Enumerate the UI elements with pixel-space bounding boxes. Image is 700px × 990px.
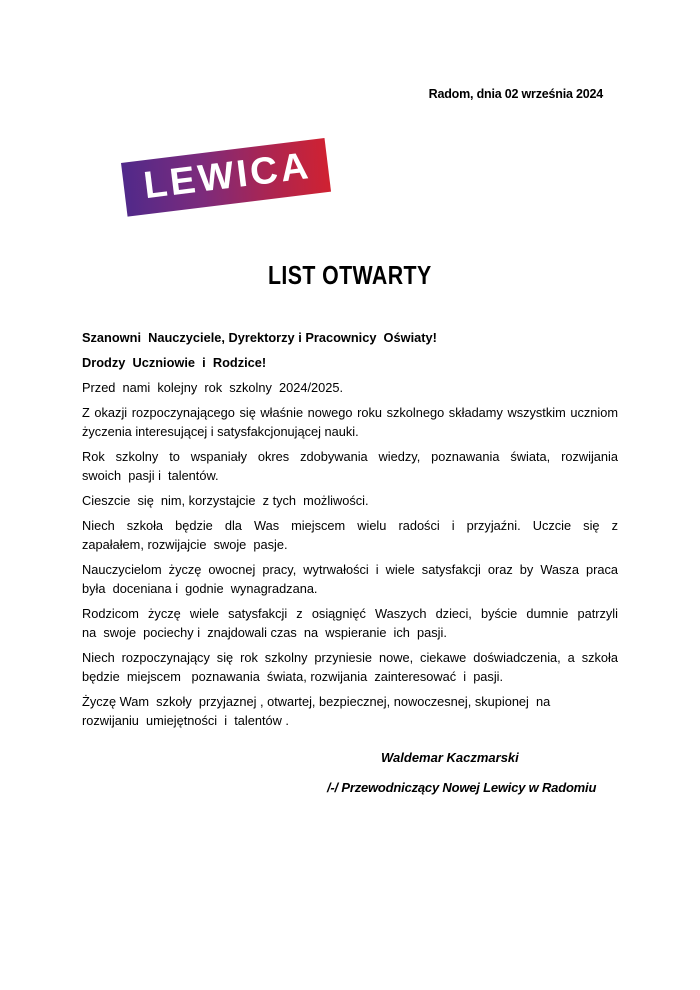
letter-paragraph: [82, 516, 618, 554]
signature-role: /-/ Przewodniczący Nowej Lewicy w Radomiu: [327, 780, 597, 795]
letter-title: [0, 260, 700, 290]
signature-name: Waldemar Kaczmarski: [381, 750, 519, 765]
letter-paragraph: [82, 648, 618, 686]
letter-line: Przed nami kolejny rok szkolny 2024/2025.: [82, 380, 344, 395]
letter-line: zapałałem, rozwijajcie swoje pasje.: [82, 537, 288, 552]
lewica-logo: [121, 138, 331, 217]
letter-paragraph: [82, 353, 618, 372]
letter-line: swoich pasji i talentów.: [82, 468, 219, 483]
letter-line: Cieszcie się nim, korzystajcie z tych możliwości.: [82, 493, 369, 508]
letter-paragraph: [82, 403, 618, 441]
letter-paragraph: [82, 692, 618, 730]
letter-line: na swoje pociechy i znajdowali czas na wspieranie ich pasji.: [82, 625, 447, 640]
letter-paragraph: [82, 378, 618, 397]
letter-paragraph: [82, 604, 618, 642]
letter-line: życzenia interesującej i satysfakcjonującej nauki.: [82, 424, 359, 439]
letter-line: Niech rozpoczynający się rok szkolny przyniesie nowe, ciekawe doświadczenia, a szkoła: [82, 650, 618, 665]
letter-line: będzie miejscem poznawania świata, rozwijania zainteresować i pasji.: [82, 669, 504, 684]
lewica-logo-text: LEWICA: [141, 144, 314, 207]
letter-line: Życzę Wam szkoły przyjaznej , otwartej, bezpiecznej, nowoczesnej, skupionej na: [82, 694, 551, 709]
letterhead-date: Radom, dnia 02 września 2024: [428, 87, 603, 101]
letter-paragraph: [82, 491, 618, 510]
letter-line: Rodzicom życzę wiele satysfakcji z osiągnięć Waszych dzieci, byście dumnie patrzyli: [82, 606, 618, 621]
letter-line: Szanowni Nauczyciele, Dyrektorzy i Pracownicy Oświaty!: [82, 330, 437, 345]
letter-line: Rok szkolny to wspaniały okres zdobywania wiedzy, poznawania świata, rozwijania: [82, 449, 618, 464]
letter-paragraph: [82, 328, 618, 347]
letter-line: rozwijaniu umiejętności i talentów .: [82, 713, 289, 728]
letter-line: była doceniana i godnie wynagradzana.: [82, 581, 318, 596]
letter-paragraph: [82, 560, 618, 598]
letter-body: [82, 328, 618, 736]
letter-line: Niech szkoła będzie dla Was miejscem wielu radości i przyjaźni. Uczcie się z: [82, 518, 618, 533]
letter-title-text: LIST OTWARTY: [268, 260, 432, 290]
letter-line: Nauczycielom życzę owocnej pracy, wytrwałości i wiele satysfakcji oraz by Wasza praca: [82, 562, 618, 577]
letter-line: Drodzy Uczniowie i Rodzice!: [82, 355, 267, 370]
letter-paragraph: [82, 447, 618, 485]
letter-line: Z okazji rozpoczynającego się właśnie nowego roku szkolnego składamy wszystkim uczniom: [82, 405, 618, 420]
